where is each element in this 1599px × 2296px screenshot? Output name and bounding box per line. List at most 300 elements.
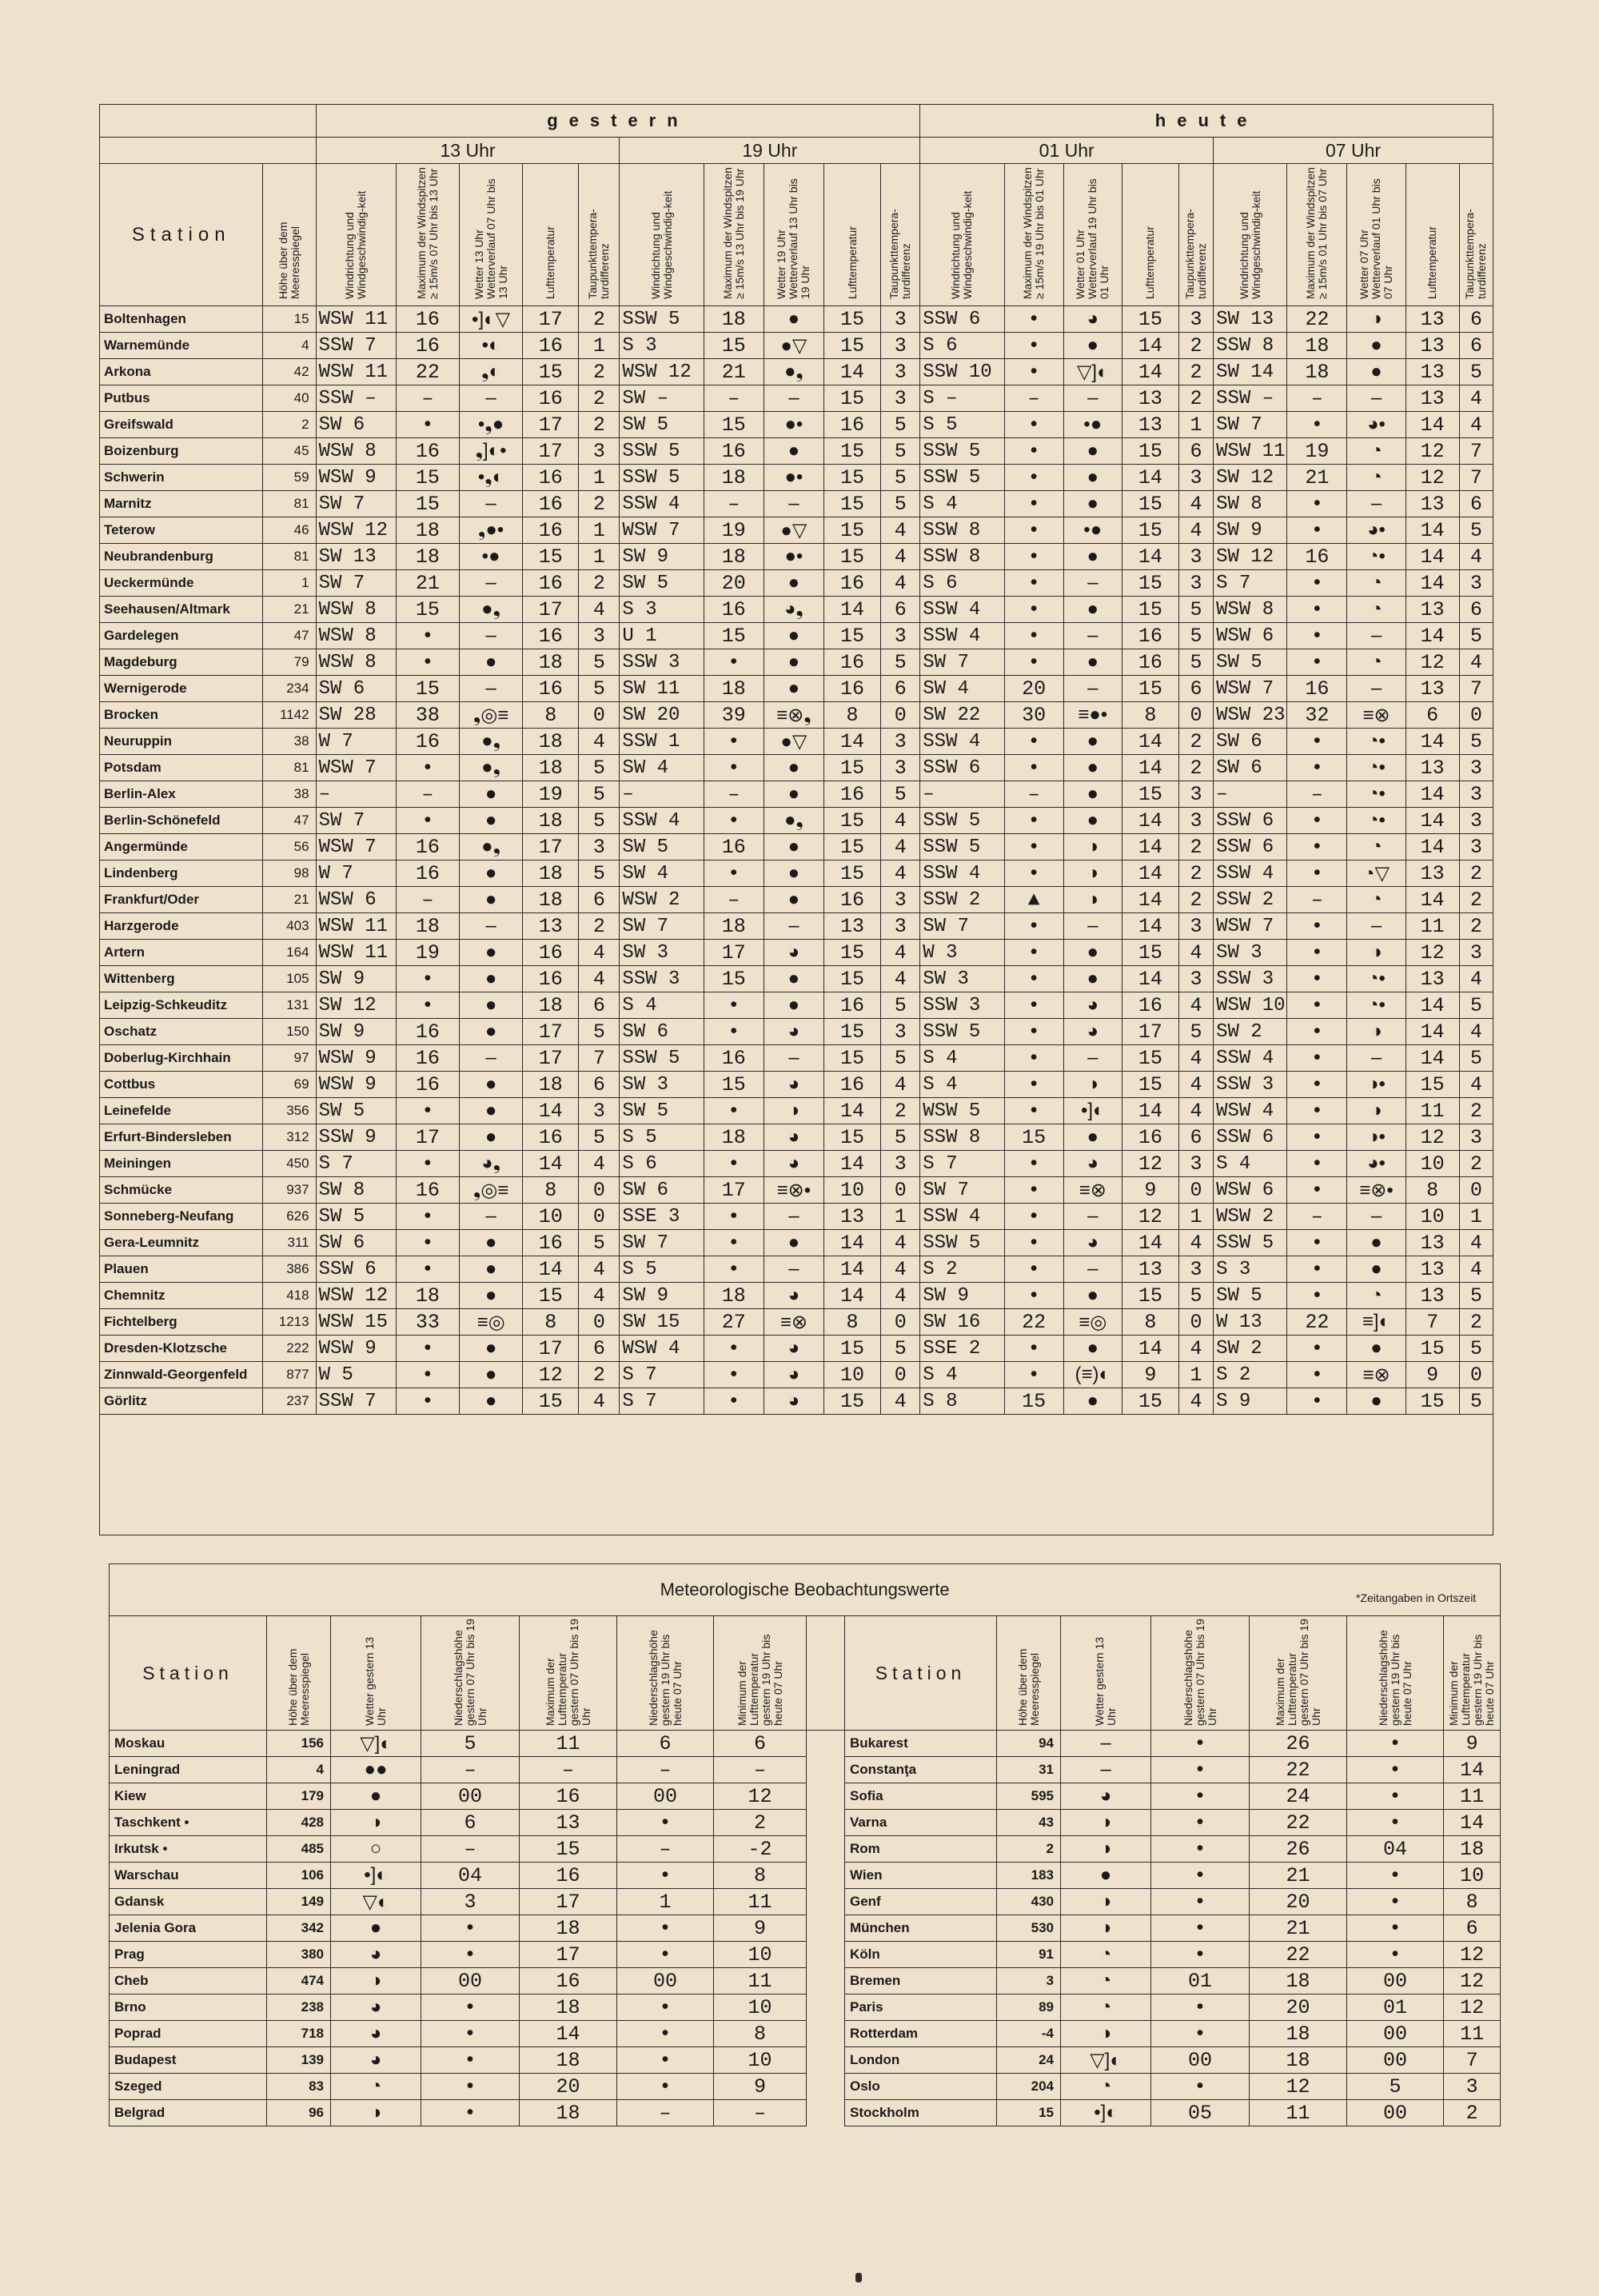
wind-g19: SW 9 — [620, 544, 704, 570]
gust-g13: – — [396, 385, 459, 412]
dew-g13: 5 — [579, 861, 620, 887]
station-name: Schwerin — [100, 465, 263, 491]
dew-h07: 6 — [1459, 333, 1493, 359]
weather-g19: ●• — [764, 544, 823, 570]
height: 94 — [997, 1731, 1061, 1757]
wind-h07: WSW 4 — [1214, 1098, 1287, 1124]
height: 106 — [267, 1863, 331, 1889]
europe-weather-rows — [110, 1731, 1501, 2126]
weather-h07: – — [1347, 1045, 1406, 1072]
rain-night: 01 — [1347, 1995, 1444, 2021]
gust-h01: • — [1004, 729, 1063, 755]
temp-min: 12 — [1444, 1995, 1501, 2021]
weather: •]◐ — [331, 1863, 421, 1889]
wind-h01: SW 16 — [920, 1309, 1004, 1336]
station-height: 81 — [263, 755, 316, 781]
dew-h07: 5 — [1459, 1388, 1493, 1415]
rain-day: • — [1151, 1995, 1250, 2021]
gust-g13: 16 — [396, 1045, 459, 1072]
wind-g13: WSW 11 — [316, 913, 396, 940]
gust-h01: • — [1004, 913, 1063, 940]
station-name: Arkona — [100, 359, 263, 385]
wind-h07: SSW 6 — [1214, 1124, 1287, 1151]
left-col-label: Maximum der Lufttemperatur gestern 07 Uhr bis 19 Uhr — [543, 1618, 592, 1726]
wind-h01: SSW 5 — [920, 834, 1004, 861]
rain-night: • — [617, 1915, 714, 1942]
gust-h01: • — [1004, 861, 1063, 887]
gust-h01: • — [1004, 491, 1063, 517]
height: 24 — [997, 2047, 1061, 2074]
dew-h01: 4 — [1178, 491, 1213, 517]
station-height: 69 — [263, 1072, 316, 1098]
dew-h07: 4 — [1459, 966, 1493, 992]
dew-h01: 2 — [1178, 359, 1213, 385]
weather: •]◐ — [1061, 2100, 1151, 2126]
table-row — [110, 2074, 1501, 2100]
gust-h01: – — [1004, 781, 1063, 808]
temp-g13: 16 — [523, 966, 579, 992]
gust-h07: • — [1287, 966, 1347, 992]
temp-h07: 11 — [1406, 1098, 1459, 1124]
weather-g19: ● — [764, 438, 823, 465]
wind-h01: SW 7 — [920, 913, 1004, 940]
station-name: Jelenia Gora — [110, 1915, 267, 1942]
gust-g19: • — [704, 1098, 764, 1124]
dew-g19: 3 — [881, 913, 920, 940]
height: 89 — [997, 1995, 1061, 2021]
temp-max: 20 — [1250, 1995, 1347, 2021]
station-height: 38 — [263, 781, 316, 808]
weather: ● — [331, 1783, 421, 1810]
wind-g19: SW 7 — [620, 913, 704, 940]
rain-day: • — [421, 2100, 520, 2126]
station-name: Ueckermünde — [100, 570, 263, 597]
weather: ◑ — [331, 1810, 421, 1836]
station-name: Marnitz — [100, 491, 263, 517]
dew-g13: 5 — [579, 1230, 620, 1256]
temp-h01: 15 — [1122, 1283, 1178, 1309]
dew-g19: 0 — [881, 1177, 920, 1204]
rain-day: • — [421, 2021, 520, 2047]
temp-g13: 17 — [523, 412, 579, 438]
dew-h01: 3 — [1178, 465, 1213, 491]
weather-h07: – — [1347, 1204, 1406, 1230]
weather-g19: – — [764, 491, 823, 517]
table-row — [100, 544, 1493, 570]
weather-h07: ◔• — [1347, 781, 1406, 808]
rain-day: • — [421, 1915, 520, 1942]
gust-g13: 38 — [396, 702, 459, 729]
gust-g19: • — [704, 992, 764, 1019]
temp-g19: 10 — [823, 1177, 880, 1204]
gust-h07: • — [1287, 1151, 1347, 1177]
wind-g19: SW 20 — [620, 702, 704, 729]
temp-h07: 14 — [1406, 887, 1459, 913]
station-height: 1142 — [263, 702, 316, 729]
dew-g19: 4 — [881, 1388, 920, 1415]
wind-g13: – — [316, 781, 396, 808]
weather-g13: ● — [459, 1072, 522, 1098]
height: 530 — [997, 1915, 1061, 1942]
gust-g13: • — [396, 1230, 459, 1256]
dew-g19: 0 — [881, 1309, 920, 1336]
table-row — [100, 1019, 1493, 1045]
wind-g13: SSW 7 — [316, 1388, 396, 1415]
gust-g19: 15 — [704, 412, 764, 438]
wind-h01: S 6 — [920, 570, 1004, 597]
wind-h01: WSW 5 — [920, 1098, 1004, 1124]
temp-g13: 15 — [523, 544, 579, 570]
column-separator — [807, 1783, 845, 1810]
gust-g19: – — [704, 491, 764, 517]
temp-h07: 10 — [1406, 1151, 1459, 1177]
dew-header-19: Taupunkttempera-turdifferenz — [881, 164, 920, 306]
wind-h01: SSW 3 — [920, 992, 1004, 1019]
wind-h01: SSW 4 — [920, 597, 1004, 623]
weather-h07: ◕• — [1347, 1151, 1406, 1177]
rain-day: – — [421, 1836, 520, 1863]
dew-g13: 1 — [579, 517, 620, 544]
temp-min: 11 — [1444, 2021, 1501, 2047]
station-height: 877 — [263, 1362, 316, 1388]
station-name: Wernigerode — [100, 676, 263, 702]
temp-g13: 18 — [523, 992, 579, 1019]
dew-h07: 4 — [1459, 1019, 1493, 1045]
dew-header-01: Taupunkttempera-turdifferenz — [1178, 164, 1213, 306]
weather-g13: ❟◎≡ — [459, 1177, 522, 1204]
wind-g19: SSW 4 — [620, 491, 704, 517]
column-separator — [807, 1942, 845, 1968]
weather-h01: •● — [1063, 517, 1122, 544]
gust-h01: • — [1004, 333, 1063, 359]
station-name: Harzgerode — [100, 913, 263, 940]
gust-g13: 21 — [396, 570, 459, 597]
temp-g13: 15 — [523, 359, 579, 385]
station-height: 403 — [263, 913, 316, 940]
wind-g13: WSW 12 — [316, 1283, 396, 1309]
gust-g13: • — [396, 1336, 459, 1362]
rain-night: • — [1347, 1757, 1444, 1783]
rain-day: • — [1151, 1942, 1250, 1968]
weather-h07: ◔ — [1347, 465, 1406, 491]
dew-h01: 3 — [1178, 1151, 1213, 1177]
temp-h01: 14 — [1122, 966, 1178, 992]
weather-h01: ◑ — [1063, 1072, 1122, 1098]
gust-h07: – — [1287, 385, 1347, 412]
dew-g19: 2 — [881, 1098, 920, 1124]
dew-h07: 3 — [1459, 940, 1493, 966]
wind-h07: SW 5 — [1214, 649, 1287, 676]
temp-h07: 13 — [1406, 597, 1459, 623]
wind-h07: – — [1214, 781, 1287, 808]
station-name: Erfurt-Bindersleben — [100, 1124, 263, 1151]
dew-g13: 3 — [579, 438, 620, 465]
weather-h07: ◑• — [1347, 1124, 1406, 1151]
weather-h07: ◔• — [1347, 729, 1406, 755]
weather-g13: ●❟ — [459, 729, 522, 755]
blank-spacer-row — [100, 1415, 1493, 1535]
column-separator — [807, 2074, 845, 2100]
gust-h07: • — [1287, 1072, 1347, 1098]
gust-g19: • — [704, 1256, 764, 1283]
temp-h01: 14 — [1122, 465, 1178, 491]
station-name: Wittenberg — [100, 966, 263, 992]
station-header: Station — [100, 164, 263, 306]
gust-h01: • — [1004, 1204, 1063, 1230]
station-name: Plauen — [100, 1256, 263, 1283]
weather-g19: ● — [764, 861, 823, 887]
wind-g13: WSW 9 — [316, 1072, 396, 1098]
station-name: Sofia — [845, 1783, 997, 1810]
weather-g13: ● — [459, 887, 522, 913]
station-name: Fichtelberg — [100, 1309, 263, 1336]
rain-night: 00 — [1347, 2047, 1444, 2074]
temp-h01: 14 — [1122, 755, 1178, 781]
table-row — [100, 966, 1493, 992]
wind-h07: SW 6 — [1214, 729, 1287, 755]
dew-h07: 4 — [1459, 1230, 1493, 1256]
wind-h07: WSW 6 — [1214, 1177, 1287, 1204]
weather-g19: ◕ — [764, 1019, 823, 1045]
station-name: Rotterdam — [845, 2021, 997, 2047]
temp-h01: 14 — [1122, 359, 1178, 385]
wind-g13: WSW 7 — [316, 834, 396, 861]
weather-g19: ●• — [764, 412, 823, 438]
dew-h07: 4 — [1459, 1072, 1493, 1098]
wind-g19: U 1 — [620, 623, 704, 649]
gust-g13: – — [396, 887, 459, 913]
rain-night: 6 — [617, 1731, 714, 1757]
gust-h01: • — [1004, 649, 1063, 676]
wind-h07: S 7 — [1214, 570, 1287, 597]
gust-h01: – — [1004, 385, 1063, 412]
weather-h07: ◔ — [1347, 438, 1406, 465]
gust-g19: – — [704, 781, 764, 808]
temp-h07: 6 — [1406, 702, 1459, 729]
weather-h01: ≡⊗ — [1063, 1177, 1122, 1204]
gust-h07: 19 — [1287, 438, 1347, 465]
table-row — [100, 913, 1493, 940]
station-name: Szeged — [110, 2074, 267, 2100]
weather-g13: ● — [459, 649, 522, 676]
station-name: Varna — [845, 1810, 997, 1836]
gust-h01: • — [1004, 1151, 1063, 1177]
temp-max: 18 — [520, 2100, 617, 2126]
gust-g13: • — [396, 1362, 459, 1388]
dew-g13: 0 — [579, 1309, 620, 1336]
table-row — [100, 1362, 1493, 1388]
left-col-label: Niederschlagshöhe gestern 07 Uhr bis 19 Uhr — [451, 1618, 488, 1726]
gust-header-07: Maximum der Windspitzen ≥ 15m/s 01 Uhr bis 07 Uhr — [1287, 164, 1347, 306]
temp-g19: 8 — [823, 702, 880, 729]
weather-g19: ◕ — [764, 1388, 823, 1415]
dew-h07: 4 — [1459, 649, 1493, 676]
wind-g19: S 4 — [620, 992, 704, 1019]
dew-g19: 3 — [881, 306, 920, 333]
rain-day: 00 — [1151, 2047, 1250, 2074]
weather-g13: ● — [459, 1256, 522, 1283]
weather: ◑ — [1061, 2021, 1151, 2047]
station-height: 1 — [263, 570, 316, 597]
column-separator — [807, 1757, 845, 1783]
weather-h07: ◔• — [1347, 755, 1406, 781]
gust-g13: • — [396, 1204, 459, 1230]
dew-g13: 2 — [579, 570, 620, 597]
station-name: Moskau — [110, 1731, 267, 1757]
station-name: Putbus — [100, 385, 263, 412]
wind-g13: WSW 8 — [316, 649, 396, 676]
gust-h07: – — [1287, 1204, 1347, 1230]
wind-header-07: Windrichtung und Windgeschwindig-keit — [1214, 164, 1287, 306]
wind-g13: SW 7 — [316, 570, 396, 597]
weather-h07: ● — [1347, 333, 1406, 359]
station-height: 97 — [263, 1045, 316, 1072]
temp-max: 18 — [1250, 2021, 1347, 2047]
wind-h07: SW 9 — [1214, 517, 1287, 544]
wind-h01: SSW 10 — [920, 359, 1004, 385]
station-name: Frankfurt/Oder — [100, 887, 263, 913]
weather-h07: ◔ — [1347, 834, 1406, 861]
weather-g13: – — [459, 676, 522, 702]
dew-g13: 7 — [579, 1045, 620, 1072]
dew-h07: 3 — [1459, 808, 1493, 834]
gust-h07: • — [1287, 649, 1347, 676]
weather-h01: ▽]◐ — [1063, 359, 1122, 385]
weather-g19: ◕ — [764, 1072, 823, 1098]
rain-night: 00 — [617, 1968, 714, 1995]
rain-night: • — [617, 1942, 714, 1968]
rain-day: • — [1151, 2021, 1250, 2047]
temp-h01: 15 — [1122, 438, 1178, 465]
temp-h07: 14 — [1406, 544, 1459, 570]
right-col-header — [1151, 1616, 1250, 1731]
wind-g19: S 7 — [620, 1362, 704, 1388]
dew-h01: 2 — [1178, 729, 1213, 755]
gust-h01: • — [1004, 359, 1063, 385]
dew-g19: 5 — [881, 649, 920, 676]
temp-h01: 14 — [1122, 729, 1178, 755]
gust-g13: 18 — [396, 1283, 459, 1309]
gust-h01: • — [1004, 1283, 1063, 1309]
wind-h01: SSW 8 — [920, 544, 1004, 570]
wind-g19: SW 9 — [620, 1283, 704, 1309]
temp-h07: 15 — [1406, 1072, 1459, 1098]
weather-g13: – — [459, 913, 522, 940]
station-name: Seehausen/Altmark — [100, 597, 263, 623]
dew-g13: 2 — [579, 306, 620, 333]
station-name: London — [845, 2047, 997, 2074]
table-row — [100, 992, 1493, 1019]
height: 96 — [267, 2100, 331, 2126]
time-07: 07 Uhr — [1214, 138, 1493, 164]
weather-g19: ● — [764, 834, 823, 861]
column-separator — [807, 2100, 845, 2126]
temp-g13: 17 — [523, 1336, 579, 1362]
station-height: 38 — [263, 729, 316, 755]
temp-g13: 10 — [523, 1204, 579, 1230]
weather-h01: ◑ — [1063, 834, 1122, 861]
table-row — [110, 1968, 1501, 1995]
weather-h07: ◑ — [1347, 940, 1406, 966]
temp-h01: 14 — [1122, 834, 1178, 861]
gust-h07: • — [1287, 1230, 1347, 1256]
gust-h01: • — [1004, 808, 1063, 834]
weather-g13: – — [459, 570, 522, 597]
dew-h07: 3 — [1459, 570, 1493, 597]
wind-g13: SW 5 — [316, 1098, 396, 1124]
wind-g19: SW 6 — [620, 1019, 704, 1045]
gust-g19: • — [704, 861, 764, 887]
station-name: Gdansk — [110, 1889, 267, 1915]
gust-h07: – — [1287, 887, 1347, 913]
wind-h07: SW 12 — [1214, 544, 1287, 570]
temp-h07: 14 — [1406, 781, 1459, 808]
weather-g13: •]◐▽ — [459, 306, 522, 333]
weather: ●● — [331, 1757, 421, 1783]
wind-g13: W 5 — [316, 1362, 396, 1388]
gust-g19: • — [704, 755, 764, 781]
weather-h01: ● — [1063, 729, 1122, 755]
gust-g19: 15 — [704, 623, 764, 649]
wind-h01: SSE 2 — [920, 1336, 1004, 1362]
weather-g19: ● — [764, 1230, 823, 1256]
wind-h07: SW 12 — [1214, 465, 1287, 491]
wind-h07: SSW 6 — [1214, 834, 1287, 861]
temp-h07: 9 — [1406, 1362, 1459, 1388]
gust-g19: • — [704, 1336, 764, 1362]
temp-h01: 16 — [1122, 649, 1178, 676]
wind-h07: SW 14 — [1214, 359, 1287, 385]
dew-g13: 2 — [579, 913, 620, 940]
height: 156 — [267, 1731, 331, 1757]
temp-h01: 12 — [1122, 1204, 1178, 1230]
gust-h07: • — [1287, 623, 1347, 649]
corner-blank-2 — [100, 138, 317, 164]
domestic-weather-rows — [100, 306, 1493, 1535]
weather-h01: – — [1063, 913, 1122, 940]
dew-g19: 1 — [881, 1204, 920, 1230]
temp-max: 22 — [1250, 1942, 1347, 1968]
gust-g19: 18 — [704, 1283, 764, 1309]
column-separator — [807, 1836, 845, 1863]
station-name: Wien — [845, 1863, 997, 1889]
temp-max: 16 — [520, 1863, 617, 1889]
dew-h07: 1 — [1459, 1204, 1493, 1230]
gust-g19: • — [704, 1204, 764, 1230]
station-height: 150 — [263, 1019, 316, 1045]
temp-max: 21 — [1250, 1863, 1347, 1889]
gust-h07: 22 — [1287, 306, 1347, 333]
weather-g13: ● — [459, 1019, 522, 1045]
gust-h01: • — [1004, 992, 1063, 1019]
gust-h07: • — [1287, 992, 1347, 1019]
weather-g13: •● — [459, 544, 522, 570]
rain-night: 1 — [617, 1889, 714, 1915]
europe-header-row — [110, 1616, 1501, 1731]
station-height: 40 — [263, 385, 316, 412]
weather-g19: ● — [764, 623, 823, 649]
dew-g13: 6 — [579, 992, 620, 1019]
wind-h01: SW 7 — [920, 649, 1004, 676]
temp-max: 26 — [1250, 1836, 1347, 1863]
temp-g19: 15 — [823, 861, 880, 887]
temp-max: 16 — [520, 1968, 617, 1995]
temp-g13: 16 — [523, 570, 579, 597]
wind-h01: SSW 8 — [920, 1124, 1004, 1151]
table-row — [110, 2047, 1501, 2074]
wind-h07: SSW 3 — [1214, 1072, 1287, 1098]
table-row — [100, 597, 1493, 623]
